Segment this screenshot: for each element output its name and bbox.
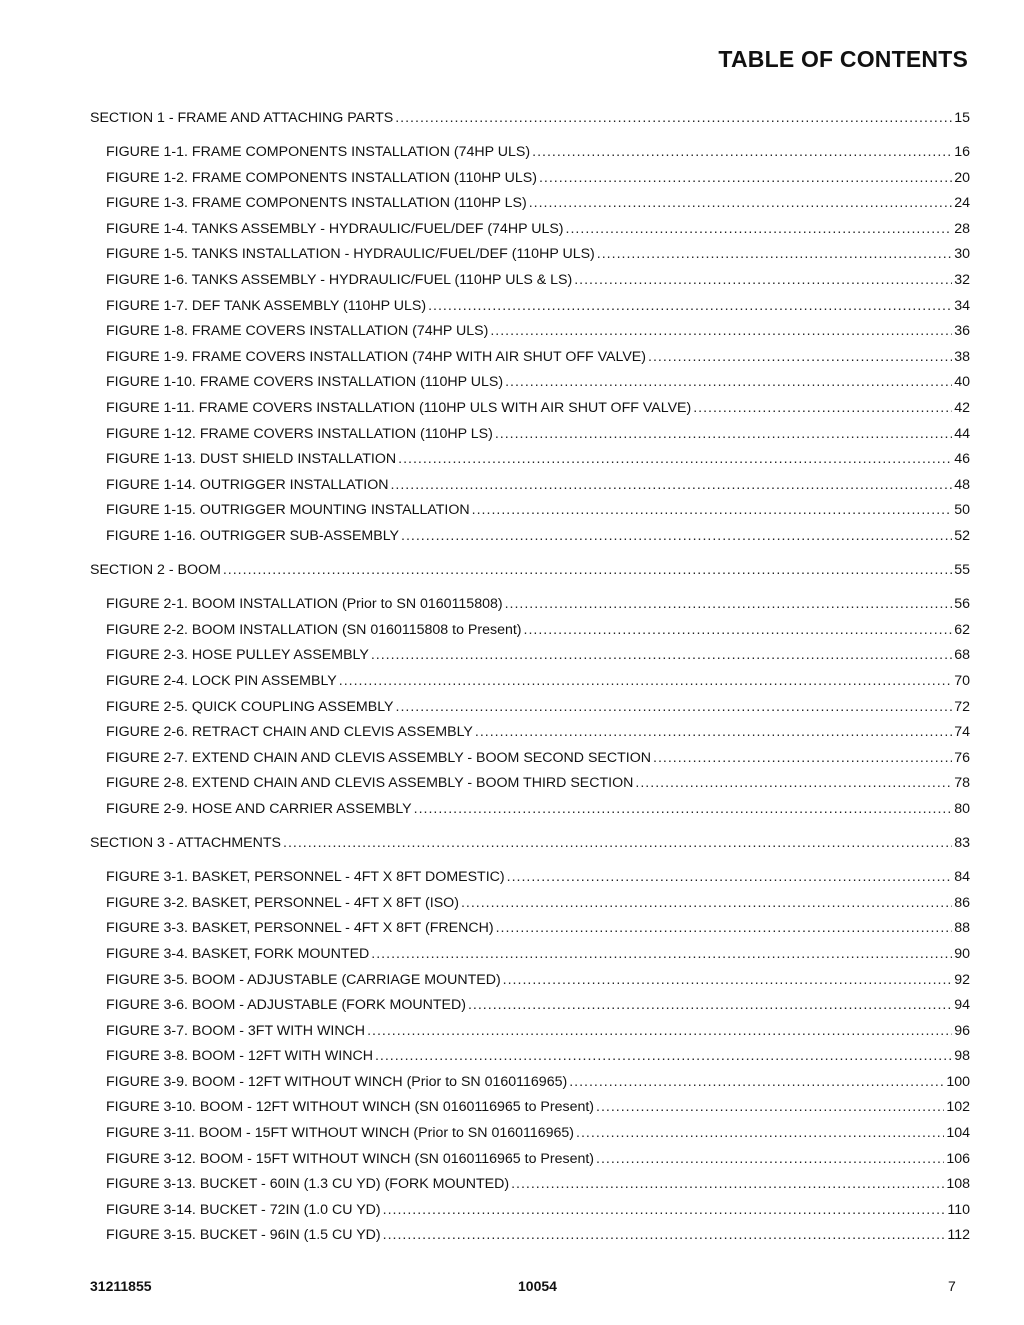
- toc-figure-entry[interactable]: [90, 1019, 970, 1045]
- toc-entry-page: 76: [954, 749, 970, 766]
- toc-entry-page: 84: [954, 869, 970, 886]
- dot-leader: [569, 1070, 944, 1096]
- toc-section-entry[interactable]: [90, 106, 970, 132]
- dot-leader: [596, 1095, 944, 1121]
- dot-leader: [396, 695, 953, 721]
- dot-leader: [505, 370, 952, 396]
- toc-entry-label: FIGURE 1-9. FRAME COVERS INSTALLATION (74HP WITH AIR SHUT OFF VALVE): [106, 348, 646, 365]
- dot-leader: [283, 831, 952, 857]
- toc-figure-entry[interactable]: [90, 498, 970, 524]
- toc-figure-entry[interactable]: [90, 447, 970, 473]
- dot-leader: [398, 447, 952, 473]
- dot-leader: [635, 771, 952, 797]
- toc-entry-page: 16: [954, 144, 970, 161]
- toc-entry-page: 70: [954, 672, 970, 689]
- toc-figure-entry[interactable]: [90, 140, 970, 166]
- dot-leader: [475, 720, 952, 746]
- toc-entry-page: 40: [954, 374, 970, 391]
- toc-entry-label: FIGURE 2-7. EXTEND CHAIN AND CLEVIS ASSEMBLY - BOOM SECOND SECTION: [106, 749, 652, 766]
- toc-entry-page: 42: [954, 400, 970, 417]
- toc-entry-label: FIGURE 3-14. BUCKET - 72IN (1.0 CU YD): [106, 1201, 381, 1218]
- toc-figure-entry[interactable]: [90, 771, 970, 797]
- toc-entry-page: 36: [954, 323, 970, 340]
- toc-entry-page: 52: [954, 528, 970, 544]
- toc-entry-label: FIGURE 2-2. BOOM INSTALLATION (SN 0160115808 to Present): [106, 621, 522, 638]
- footer-part-number: 31211855: [90, 1278, 152, 1294]
- toc-entry-page: 68: [954, 647, 970, 664]
- toc-entry-page: 96: [954, 1022, 970, 1039]
- toc-entry-label: FIGURE 2-3. HOSE PULLEY ASSEMBLY: [106, 647, 369, 664]
- dot-leader: [375, 1044, 952, 1070]
- toc-entry-label: FIGURE 2-6. RETRACT CHAIN AND CLEVIS ASSEMBLY: [106, 724, 473, 741]
- toc-entry-page: 94: [954, 997, 970, 1014]
- toc-entry-label: FIGURE 3-7. BOOM - 3FT WITH WINCH: [106, 1022, 366, 1039]
- toc-entry-label: FIGURE 1-3. FRAME COMPONENTS INSTALLATION (110HP LS): [106, 195, 527, 212]
- toc-entry-label: FIGURE 1-6. TANKS ASSEMBLY - HYDRAULIC/FUEL (110HP ULS & LS): [106, 272, 573, 289]
- toc-figure-entry[interactable]: [90, 1172, 970, 1198]
- toc-entry-page: 55: [954, 562, 970, 579]
- toc-entry-page: 100: [946, 1073, 970, 1090]
- toc-entry-label: FIGURE 1-5. TANKS INSTALLATION - HYDRAULIC/FUEL/DEF (110HP ULS): [106, 246, 595, 263]
- toc-figure-entry[interactable]: [90, 1223, 970, 1249]
- toc-entry-label: FIGURE 1-16. OUTRIGGER SUB-ASSEMBLY: [106, 528, 400, 544]
- toc-entry-page: 92: [954, 971, 970, 988]
- dot-leader: [566, 217, 953, 243]
- dot-leader: [524, 618, 953, 644]
- toc-entry-label: FIGURE 2-5. QUICK COUPLING ASSEMBLY: [106, 698, 394, 715]
- toc-entry-page: 88: [954, 920, 970, 937]
- toc-entry-label: FIGURE 1-8. FRAME COVERS INSTALLATION (74HP ULS): [106, 323, 489, 340]
- dot-leader: [223, 558, 952, 584]
- toc-figure-entry[interactable]: [90, 968, 970, 994]
- toc-entry-page: 32: [954, 272, 970, 289]
- dot-leader: [490, 319, 952, 345]
- dot-leader: [496, 916, 953, 942]
- dot-leader: [653, 746, 952, 772]
- toc-entry-page: 30: [954, 246, 970, 263]
- toc-entry-label: FIGURE 2-4. LOCK PIN ASSEMBLY: [106, 672, 337, 689]
- dot-leader: [339, 669, 952, 695]
- dot-leader: [428, 294, 952, 320]
- footer-doc-code: 10054: [518, 1278, 557, 1294]
- dot-leader: [401, 524, 952, 550]
- toc-entry-label: FIGURE 3-11. BOOM - 15FT WITHOUT WINCH (Prior to SN 0160116965): [106, 1125, 575, 1142]
- toc-figure-entry[interactable]: [90, 1121, 970, 1147]
- toc-figure-entry[interactable]: [90, 345, 970, 371]
- toc-entry-page: 62: [954, 621, 970, 638]
- toc-figure-entry[interactable]: [90, 524, 970, 550]
- toc-entry-page: 72: [954, 698, 970, 715]
- toc-entry-label: FIGURE 3-4. BASKET, FORK MOUNTED: [106, 945, 370, 962]
- toc-entry-label: FIGURE 2-8. EXTEND CHAIN AND CLEVIS ASSEMBLY - BOOM THIRD SECTION: [106, 775, 634, 792]
- toc-figure-entry[interactable]: [90, 1070, 970, 1096]
- dot-leader: [383, 1223, 946, 1249]
- toc-entry-label: FIGURE 3-5. BOOM - ADJUSTABLE (CARRIAGE MOUNTED): [106, 971, 501, 988]
- dot-leader: [529, 191, 953, 217]
- toc-section-entry[interactable]: [90, 558, 970, 584]
- toc-entry-page: 108: [946, 1176, 970, 1193]
- toc-entry-label: FIGURE 3-10. BOOM - 12FT WITHOUT WINCH (SN 0160116965 to Present): [106, 1099, 595, 1116]
- dot-leader: [461, 891, 952, 917]
- toc-entry-page: 24: [954, 195, 970, 212]
- toc-entry-label: SECTION 3 - ATTACHMENTS: [90, 835, 282, 852]
- page-title: TABLE OF CONTENTS: [718, 46, 968, 72]
- toc-figure-entry[interactable]: [90, 1095, 970, 1121]
- toc-entry-page: 46: [954, 451, 970, 468]
- toc-entry-page: 74: [954, 724, 970, 741]
- toc-entry-page: 50: [954, 502, 970, 519]
- toc-entry-page: 106: [946, 1150, 970, 1167]
- toc-figure-entry[interactable]: [90, 695, 970, 721]
- toc-figure-entry[interactable]: [90, 319, 970, 345]
- toc-figure-entry[interactable]: [90, 396, 970, 422]
- toc-figure-entry[interactable]: [90, 797, 970, 823]
- toc-entry-label: FIGURE 3-13. BUCKET - 60IN (1.3 CU YD) (FORK MOUNTED): [106, 1176, 510, 1193]
- toc-figure-entry[interactable]: [90, 166, 970, 192]
- toc-figure-entry[interactable]: [90, 993, 970, 1019]
- toc-entry-label: FIGURE 2-9. HOSE AND CARRIER ASSEMBLY: [106, 800, 412, 817]
- dot-leader: [472, 498, 953, 524]
- toc-entry-page: 98: [954, 1048, 970, 1065]
- footer-page-number: 7: [948, 1278, 956, 1294]
- dot-leader: [395, 106, 952, 132]
- toc-figure-entry[interactable]: [90, 916, 970, 942]
- toc-entry-page: 80: [954, 800, 970, 817]
- toc-entry-label: FIGURE 3-8. BOOM - 12FT WITH WINCH: [106, 1048, 373, 1065]
- toc-figure-entry[interactable]: [90, 1198, 970, 1224]
- toc-entry-page: 28: [954, 220, 970, 237]
- toc-figure-entry[interactable]: [90, 942, 970, 968]
- toc-entry-page: 83: [954, 835, 970, 852]
- dot-leader: [507, 865, 953, 891]
- toc-figure-entry[interactable]: [90, 592, 970, 618]
- dot-leader: [574, 268, 952, 294]
- toc-figure-entry[interactable]: [90, 294, 970, 320]
- toc-entry-label: FIGURE 1-11. FRAME COVERS INSTALLATION (110HP ULS WITH AIR SHUT OFF VALVE): [106, 400, 692, 417]
- toc-entry-page: 38: [954, 348, 970, 365]
- toc-entry-label: FIGURE 3-9. BOOM - 12FT WITHOUT WINCH (Prior to SN 0160116965): [106, 1073, 568, 1090]
- dot-leader: [511, 1172, 944, 1198]
- toc-entry-label: FIGURE 1-10. FRAME COVERS INSTALLATION (110HP ULS): [106, 374, 504, 391]
- toc-entry-label: SECTION 1 - FRAME AND ATTACHING PARTS: [90, 110, 394, 126]
- toc-entry-page: 34: [954, 297, 970, 314]
- dot-leader: [693, 396, 952, 422]
- toc-entry-label: FIGURE 2-1. BOOM INSTALLATION (Prior to SN 0160115808): [106, 596, 503, 613]
- toc-entry-label: FIGURE 3-1. BASKET, PERSONNEL - 4FT X 8FT DOMESTIC): [106, 869, 505, 886]
- toc-figure-entry[interactable]: [90, 669, 970, 695]
- toc-entry-label: FIGURE 3-12. BOOM - 15FT WITHOUT WINCH (SN 0160116965 to Present): [106, 1150, 595, 1167]
- toc-figure-entry[interactable]: [90, 422, 970, 448]
- toc-entry-label: FIGURE 3-2. BASKET, PERSONNEL - 4FT X 8FT (ISO): [106, 894, 459, 911]
- dot-leader: [576, 1121, 944, 1147]
- toc-entry-label: FIGURE 1-7. DEF TANK ASSEMBLY (110HP ULS): [106, 297, 427, 314]
- dot-leader: [495, 422, 952, 448]
- toc-entry-label: FIGURE 1-2. FRAME COMPONENTS INSTALLATION (110HP ULS): [106, 169, 537, 186]
- toc-entry-label: FIGURE 1-13. DUST SHIELD INSTALLATION: [106, 451, 397, 468]
- toc-figure-entry[interactable]: [90, 1044, 970, 1070]
- dot-leader: [596, 1147, 944, 1173]
- toc-entry-page: 15: [954, 110, 970, 126]
- dot-leader: [539, 166, 952, 192]
- dot-leader: [367, 1019, 952, 1045]
- toc-figure-entry[interactable]: [90, 618, 970, 644]
- dot-leader: [532, 140, 952, 166]
- toc-figure-entry[interactable]: [90, 643, 970, 669]
- toc-entry-page: 86: [954, 894, 970, 911]
- toc-figure-entry[interactable]: [90, 1147, 970, 1173]
- toc-figure-entry[interactable]: [90, 746, 970, 772]
- toc-entry-label: FIGURE 3-6. BOOM - ADJUSTABLE (FORK MOUNTED): [106, 997, 466, 1014]
- toc-entry-label: SECTION 2 - BOOM: [90, 562, 221, 579]
- dot-leader: [390, 473, 952, 499]
- toc-entry-page: 102: [946, 1099, 970, 1116]
- toc-entry-label: FIGURE 1-4. TANKS ASSEMBLY - HYDRAULIC/FUEL/DEF (74HP ULS): [106, 220, 564, 237]
- dot-leader: [383, 1198, 946, 1224]
- toc-entry-page: 44: [954, 425, 970, 442]
- toc-figure-entry[interactable]: [90, 268, 970, 294]
- toc-section-entry[interactable]: [90, 831, 970, 857]
- dot-leader: [371, 942, 952, 968]
- dot-leader: [503, 968, 953, 994]
- table-of-contents: [90, 106, 970, 1249]
- toc-entry-page: 104: [946, 1125, 970, 1142]
- toc-entry-label: FIGURE 1-14. OUTRIGGER INSTALLATION: [106, 476, 389, 493]
- toc-entry-page: 110: [947, 1201, 970, 1218]
- dot-leader: [468, 993, 952, 1019]
- toc-entry-page: 78: [954, 775, 970, 792]
- toc-figure-entry[interactable]: [90, 473, 970, 499]
- toc-figure-entry[interactable]: [90, 891, 970, 917]
- toc-figure-entry[interactable]: [90, 370, 970, 396]
- toc-figure-entry[interactable]: [90, 217, 970, 243]
- dot-leader: [505, 592, 953, 618]
- toc-entry-label: FIGURE 3-3. BASKET, PERSONNEL - 4FT X 8FT (FRENCH): [106, 920, 494, 937]
- dot-leader: [371, 643, 952, 669]
- toc-entry-page: 56: [954, 596, 970, 613]
- dot-leader: [414, 797, 953, 823]
- toc-entry-label: FIGURE 1-15. OUTRIGGER MOUNTING INSTALLATION: [106, 502, 470, 519]
- toc-figure-entry[interactable]: [90, 242, 970, 268]
- toc-figure-entry[interactable]: [90, 865, 970, 891]
- toc-figure-entry[interactable]: [90, 720, 970, 746]
- toc-entry-label: FIGURE 1-1. FRAME COMPONENTS INSTALLATION (74HP ULS): [106, 144, 531, 161]
- toc-entry-label: FIGURE 3-15. BUCKET - 96IN (1.5 CU YD): [106, 1227, 381, 1244]
- dot-leader: [648, 345, 952, 371]
- toc-entry-page: 20: [954, 169, 970, 186]
- toc-entry-page: 48: [954, 476, 970, 493]
- toc-entry-label: FIGURE 1-12. FRAME COVERS INSTALLATION (110HP LS): [106, 425, 493, 442]
- dot-leader: [597, 242, 952, 268]
- toc-entry-page: 90: [954, 945, 970, 962]
- toc-entry-page: 112: [947, 1227, 970, 1244]
- toc-figure-entry[interactable]: [90, 191, 970, 217]
